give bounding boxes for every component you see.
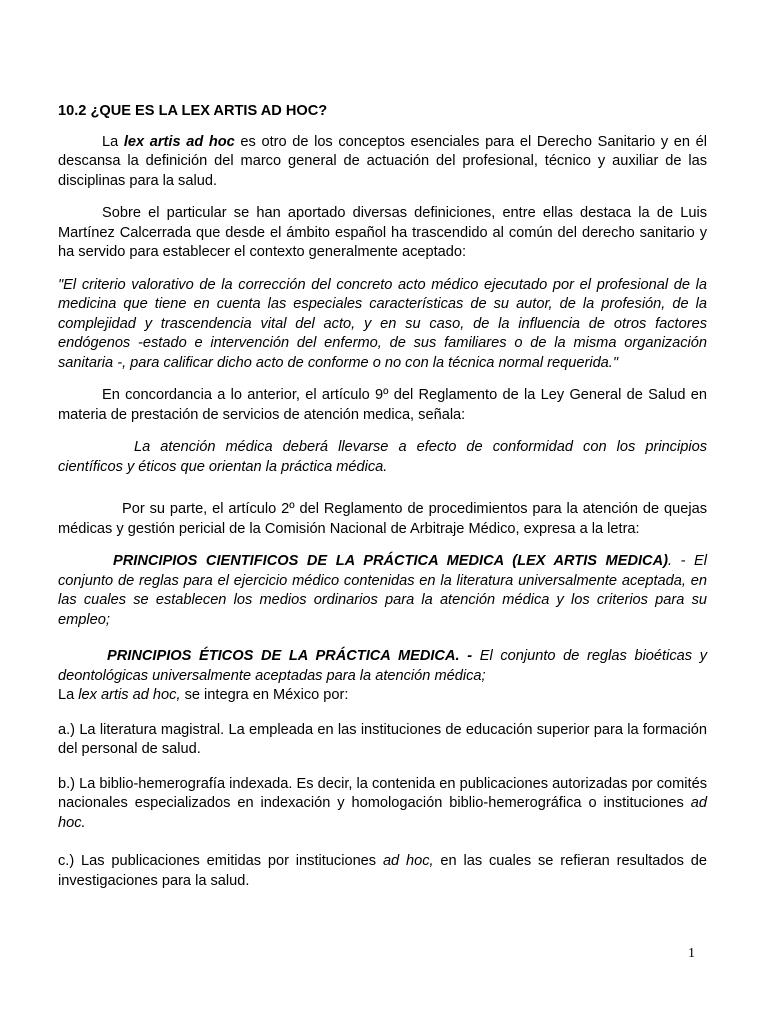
lex-artis-term: lex artis ad hoc [123, 133, 235, 150]
quote-calcerrada: "El criterio valorativo de la corrección del concreto acto médico ejecutado por el profesional de la medicina que tiene en cuenta las especiales características de su autor, de la profesión, de la complejidad y trascendencia vital del acto, y en su caso, de la influencia de otros factores endógenos -estado e intervención del enfermo, de sus familiares o de la misma organización sanitaria -, para calificar dicho acto de conforme o no con la técnica normal requerida." [58, 276, 707, 371]
section-heading: 10.2 ¿QUE ES LA LEX ARTIS AD HOC? [58, 103, 328, 119]
list-item-b: b.) La biblio-hemerografía indexada. Es decir, la contenida en publicaciones autorizadas por comités nacionales especializados en indexación y homologación biblio-hemerográfica o instituciones ad hoc. [58, 775, 707, 831]
list-item-c: c.) Las publicaciones emitidas por instituciones ad hoc, en las cuales se refieran resultados de investigaciones para la salud. [58, 853, 707, 889]
principle-scientific-title: PRINCIPIOS CIENTIFICOS DE LA PRÁCTICA MEDICA (LEX ARTIS MEDICA) [113, 553, 668, 569]
paragraph-article-9: En concordancia a lo anterior, el artículo 9º del Reglamento de la Ley General de Salud en materia de prestación de servicios de atención medica, señala: [58, 387, 707, 423]
paragraph-definitions: Sobre el particular se han aportado diversas definiciones, entre ellas destaca la de Luis Martínez Calcerrada que desde el ámbito español ha trascendido al común del derecho sanitario y ha servido para establecer el contexto generalmente aceptado: [58, 205, 707, 260]
paragraph-article-2: Por su parte, el artículo 2º del Reglamento de procedimientos para la atención de quejas médicas y gestión pericial de la Comisión Nacional de Arbitraje Médico, expresa a la letra: [58, 501, 707, 537]
principle-ethical: PRINCIPIOS ÉTICOS DE LA PRÁCTICA MEDICA. - El conjunto de reglas bioéticas y deontológicas universalmente aceptadas para la atención médica; [58, 648, 707, 684]
document-body [58, 102, 707, 891]
principle-scientific: PRINCIPIOS CIENTIFICOS DE LA PRÁCTICA MEDICA (LEX ARTIS MEDICA). - El conjunto de reglas para el ejercicio médico contenidas en la literatura universalmente aceptada, en las cuales se establecen los medios ordinarios para la atención médica y los criterios para su empleo; [58, 553, 708, 628]
principle-ethical-title: PRINCIPIOS ÉTICOS DE LA PRÁCTICA MEDICA. - [107, 648, 473, 664]
quote-article-9: La atención médica deberá llevarse a efecto de conformidad con los principios científicos y éticos que orientan la práctica médica. [58, 439, 707, 475]
page-number: 1 [688, 946, 695, 961]
list-item-a: a.) La literatura magistral. La empleada en las instituciones de educación superior para la formación del personal de salud. [58, 721, 707, 757]
paragraph-intro: La lex artis ad hoc es otro de los conceptos esenciales para el Derecho Sanitario y en él descansa la definición del marco general de actuación del profesional, técnico y auxiliar de las disciplinas para la salud. [58, 133, 707, 189]
paragraph-integration: La lex artis ad hoc, se integra en México por: [58, 687, 349, 703]
